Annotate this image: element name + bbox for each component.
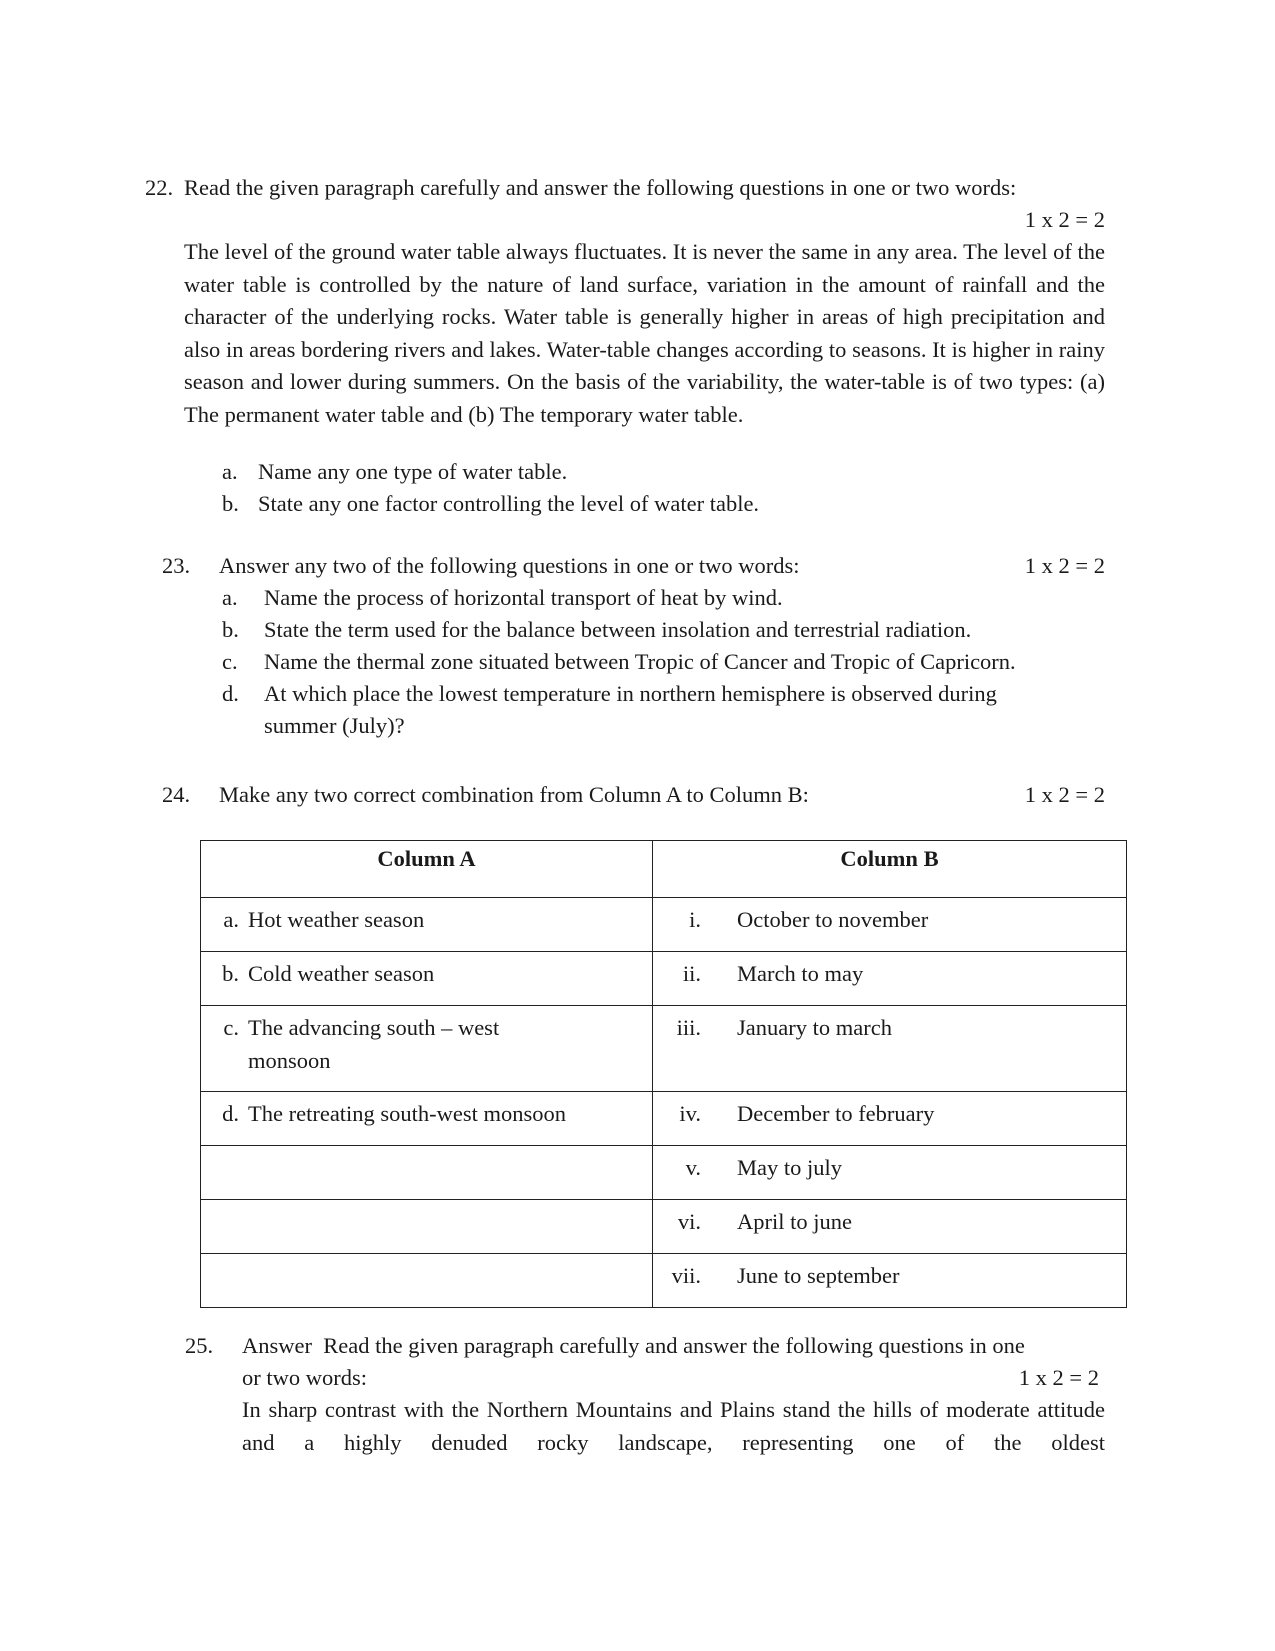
column-a-cell bbox=[201, 1092, 653, 1146]
q24-marks: 1 x 2 = 2 bbox=[1024, 782, 1105, 807]
column-b-cell bbox=[653, 898, 1127, 952]
column-a-cell bbox=[201, 1146, 653, 1200]
q25-prompt-line2: or two words: bbox=[242, 1365, 367, 1390]
q23-item-b-text: State the term used for the balance between insolation and terrestrial radiation. bbox=[264, 617, 972, 642]
q22-prompt: Read the given paragraph carefully and answer the following questions in one or two words: bbox=[184, 175, 1017, 200]
table-row bbox=[201, 1254, 1127, 1308]
table-row bbox=[201, 1200, 1127, 1254]
q23-item-d-text-cont: summer (July)? bbox=[264, 713, 405, 738]
q25-number: 25. bbox=[185, 1333, 214, 1358]
column-b-cell bbox=[653, 952, 1127, 1006]
q25-prompt-line1: Answer Read the given paragraph carefully and answer the following questions in one bbox=[242, 1333, 1025, 1358]
row-text: March to may bbox=[737, 961, 864, 986]
q23-item-b-label: b. bbox=[222, 617, 239, 642]
row-label: iii. bbox=[676, 1015, 701, 1040]
row-label: c. bbox=[223, 1015, 239, 1040]
q23-item-d-label: d. bbox=[222, 681, 239, 706]
q25-marks: 1 x 2 = 2 bbox=[1018, 1365, 1099, 1390]
row-text: April to june bbox=[737, 1209, 852, 1234]
q23-item-d-text: At which place the lowest temperature in northern hemisphere is observed during bbox=[264, 681, 997, 706]
row-text: Cold weather season bbox=[248, 961, 435, 986]
row-label: v. bbox=[685, 1155, 701, 1180]
q24-prompt: Make any two correct combination from Column A to Column B: bbox=[219, 782, 809, 807]
row-text: The retreating south-west monsoon bbox=[248, 1101, 567, 1126]
row-label: a. bbox=[223, 907, 239, 932]
q22-item-b-text: State any one factor controlling the level of water table. bbox=[258, 491, 760, 516]
column-a-cell bbox=[201, 952, 653, 1006]
q22-item-a-text: Name any one type of water table. bbox=[258, 459, 568, 484]
row-label: d. bbox=[222, 1101, 239, 1126]
column-b-cell bbox=[653, 1092, 1127, 1146]
match-table bbox=[200, 840, 1127, 1308]
row-text: Hot weather season bbox=[248, 907, 425, 932]
column-a-cell bbox=[201, 1254, 653, 1308]
q23-item-c-label: c. bbox=[222, 649, 238, 674]
column-a-cell bbox=[201, 1200, 653, 1254]
table-row bbox=[201, 1146, 1127, 1200]
q23-marks: 1 x 2 = 2 bbox=[1024, 553, 1105, 578]
q24-number: 24. bbox=[162, 782, 191, 807]
row-text: June to september bbox=[737, 1263, 900, 1288]
row-label: b. bbox=[222, 961, 239, 986]
row-label: ii. bbox=[682, 961, 701, 986]
column-b-cell bbox=[653, 1146, 1127, 1200]
table-header-row bbox=[201, 841, 1127, 898]
column-b-cell bbox=[653, 1006, 1127, 1092]
column-b-header: Column B bbox=[653, 841, 1127, 898]
row-text: October to november bbox=[737, 907, 929, 932]
q23-prompt: Answer any two of the following questions in one or two words: bbox=[219, 553, 800, 578]
q22-item-b-label: b. bbox=[222, 491, 239, 516]
q22-number: 22. bbox=[145, 175, 174, 200]
row-label: vi. bbox=[677, 1209, 701, 1234]
q23-item-a-label: a. bbox=[222, 585, 238, 610]
q23-item-a-text: Name the process of horizontal transport of heat by wind. bbox=[264, 585, 783, 610]
table-row bbox=[201, 898, 1127, 952]
q23-number: 23. bbox=[162, 553, 191, 578]
table-row bbox=[201, 1006, 1127, 1092]
column-b-cell bbox=[653, 1200, 1127, 1254]
q22-paragraph: The level of the ground water table always fluctuates. It is never the same in any area. The level of the water table is controlled by the nature of land surface, variation in the amount of rainfall and the character of the underlying rocks. Water table is generally higher in areas of high precipitation and also in areas bordering rivers and lakes. Water-table changes according to seasons. It is higher in rainy season and lower during summers. On the basis of the variability, the water-table is of two types: (a) The permanent water table and (b) The temporary water table. bbox=[184, 239, 1105, 427]
q22-marks: 1 x 2 = 2 bbox=[1024, 207, 1105, 232]
q25-paragraph: In sharp contrast with the Northern Mountains and Plains stand the hills of moderate attitude and a highly denuded rocky landscape, representing one of the oldest bbox=[242, 1397, 1105, 1455]
row-text: May to july bbox=[737, 1155, 842, 1180]
row-text: December to february bbox=[737, 1101, 935, 1126]
table-row bbox=[201, 1092, 1127, 1146]
row-text: The advancing south – west monsoon bbox=[248, 1015, 500, 1073]
column-a-cell bbox=[201, 898, 653, 952]
row-label: iv. bbox=[679, 1101, 701, 1126]
q22-item-a-label: a. bbox=[222, 459, 238, 484]
column-a-cell bbox=[201, 1006, 653, 1092]
row-label: i. bbox=[689, 907, 701, 932]
row-text: January to march bbox=[737, 1015, 892, 1040]
row-label: vii. bbox=[671, 1263, 701, 1288]
column-b-cell bbox=[653, 1254, 1127, 1308]
table-row bbox=[201, 952, 1127, 1006]
q23-item-c-text: Name the thermal zone situated between Tropic of Cancer and Tropic of Capricorn. bbox=[264, 649, 1016, 674]
column-a-header: Column A bbox=[201, 841, 653, 898]
